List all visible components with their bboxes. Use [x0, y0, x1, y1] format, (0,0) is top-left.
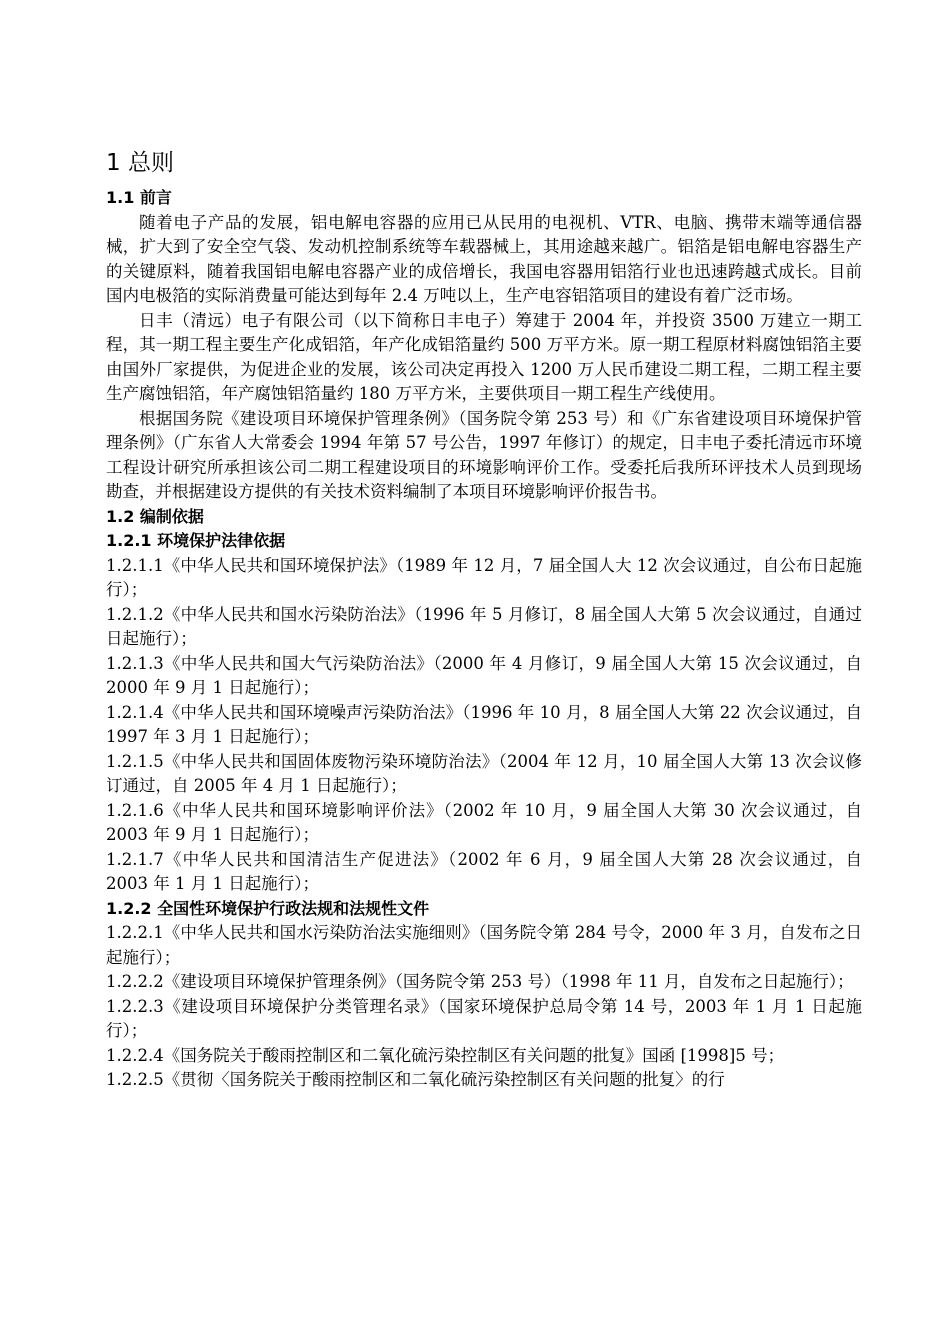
document-page — [106, 148, 862, 1093]
law-item: 1.2.1.4《中华人民共和国环境噪声污染防治法》（1996 年 10 月，8 届全国人大第 22 次会议通过，自 1997 年 3 月 1 日起施行）； — [106, 702, 862, 746]
regulation-item: 1.2.2.3《建设项目环境保护分类管理名录》（国家环境保护总局令第 14 号，2003 年 1 月 1 日起施行）； — [106, 996, 862, 1040]
section-title-preface: 1.1 前言 — [106, 188, 172, 207]
regulation-item: 1.2.2.5《贯彻〈国务院关于酸雨控制区和二氧化硫污染控制区有关问题的批复〉的行 — [106, 1070, 725, 1089]
regulation-item: 1.2.2.2《建设项目环境保护管理条例》（国务院令第 253 号）（1998 年 11 月，自发布之日起施行）； — [106, 972, 854, 991]
section-title-basis: 1.2 编制依据 — [106, 506, 204, 526]
paragraph-3: 根据国务院《建设项目环境保护管理条例》（国务院令第 253 号）和《广东省建设项目环境保护管理条例》（广东省人大常委会 1994 年第 57 号公告，1997 年修订）的规定，日丰电子委托清远市环境工程设计研究所承担该公司二期工程建设项目的环境影响评价工作。受委托后我所环评技术人员到现场勘查，并根据建设方提供的有关技术资料编制了本项目环境影响评价报告书。 — [106, 408, 862, 501]
paragraph-1: 随着电子产品的发展，铝电解电容器的应用已从民用的电视机、VTR、电脑、携带末端等通信器械，扩大到了安全空气袋、发动机控制系统等车载器械上，其用途越来越广。铝箔是铝电解电容器生产的关键原料，随着我国铝电解电容器产业的成倍增长，我国电容器用铝箔行业也迅速跨越式成长。目前国内电极箔的实际消费量可能达到每年 2.4 万吨以上，生产电容铝箔项目的建设有着广泛市场。 — [106, 212, 862, 305]
law-item: 1.2.1.1《中华人民共和国环境保护法》（1989 年 12 月，7 届全国人大 12 次会议通过，自公布日起施行）； — [106, 555, 862, 599]
paragraph-2: 日丰（清远）电子有限公司（以下简称日丰电子）筹建于 2004 年，并投资 3500 万建立一期工程，其一期工程主要生产化成铝箔，年产化成铝箔量约 500 万平方米。原一期工程原材料腐蚀铝箔主要由国外厂家提供，为促进企业的发展，该公司决定再投入 1200 万人民币建设二期工程，二期工程主要生产腐蚀铝箔，年产腐蚀铝箔量约 180 万平方米，主要供项目一期工程生产线使用。 — [106, 310, 862, 403]
law-item: 1.2.1.3《中华人民共和国大气污染防治法》（2000 年 4 月修订，9 届全国人大第 15 次会议通过，自 2000 年 9 月 1 日起施行）； — [106, 653, 862, 697]
regulation-item: 1.2.2.1《中华人民共和国水污染防治法实施细则》（国务院令第 284 号令，2000 年 3 月，自发布之日起施行）； — [106, 923, 862, 967]
law-item: 1.2.1.7《中华人民共和国清洁生产促进法》（2002 年 6 月，9 届全国人大第 28 次会议通过，自 2003 年 1 月 1 日起施行）； — [106, 849, 862, 893]
subsection-title-regulations: 1.2.2 全国性环境保护行政法规和法规性文件 — [106, 898, 430, 918]
law-item: 1.2.1.5《中华人民共和国固体废物污染环境防治法》（2004 年 12 月，10 届全国人大第 13 次会议修订通过，自 2005 年 4 月 1 日起施行）； — [106, 751, 862, 795]
chapter-title: 1 总则 — [106, 150, 174, 176]
regulation-item: 1.2.2.4《国务院关于酸雨控制区和二氧化硫污染控制区有关问题的批复》国函 [1998]5 号； — [106, 1045, 785, 1065]
subsection-title-laws: 1.2.1 环境保护法律依据 — [106, 531, 286, 550]
law-item: 1.2.1.2《中华人民共和国水污染防治法》（1996 年 5 月修订，8 届全国人大第 5 次会议通过，自通过日起施行）； — [106, 604, 862, 648]
law-item: 1.2.1.6《中华人民共和国环境影响评价法》（2002 年 10 月，9 届全国人大第 30 次会议通过，自 2003 年 9 月 1 日起施行）； — [106, 800, 862, 844]
